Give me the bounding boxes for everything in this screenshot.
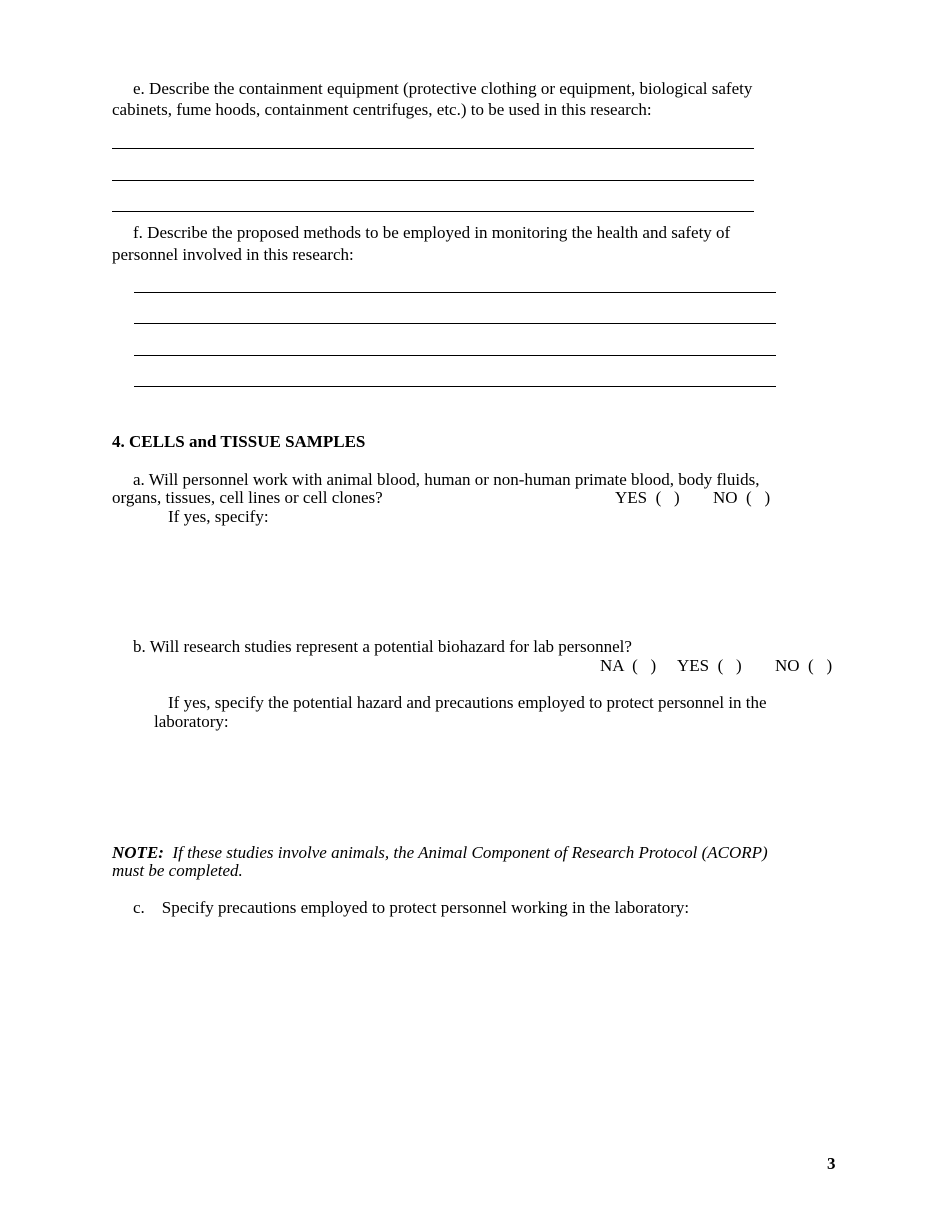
q4a-text-line1: a. Will personnel work with animal blood, human or non-human primate blood, body fluids, (133, 470, 760, 489)
q4a-yes-option[interactable]: YES ( ) (615, 488, 680, 507)
q4a-no-option[interactable]: NO ( ) (713, 488, 771, 507)
note-label: NOTE: (112, 843, 164, 862)
q3f-answer-line-4[interactable] (134, 386, 776, 387)
note-line2: must be completed. (112, 861, 243, 880)
q3e-text-line2: cabinets, fume hoods, containment centrifuges, etc.) to be used in this research: (112, 100, 652, 119)
q4a-followup: If yes, specify: (168, 507, 269, 526)
section4-heading: 4. CELLS and TISSUE SAMPLES (112, 432, 366, 451)
q4b-yes-option[interactable]: YES ( ) (677, 656, 742, 675)
q3e-text-line1: e. Describe the containment equipment (protective clothing or equipment, biological safety (133, 79, 753, 98)
q4a-text-line2: organs, tissues, cell lines or cell clones? (112, 488, 383, 507)
page-number: 3 (827, 1154, 836, 1173)
q3e-answer-line-2[interactable] (112, 180, 754, 181)
q4b-no-option[interactable]: NO ( ) (775, 656, 833, 675)
q4b-followup-line1: If yes, specify the potential hazard and precautions employed to protect personnel in the (168, 693, 767, 712)
q3e-answer-line-3[interactable] (112, 211, 754, 212)
q3f-answer-line-2[interactable] (134, 323, 776, 324)
q4b-text: b. Will research studies represent a potential biohazard for lab personnel? (133, 637, 632, 656)
q4b-followup-line2: laboratory: (154, 712, 229, 731)
q3f-answer-line-1[interactable] (134, 292, 776, 293)
q3e-answer-line-1[interactable] (112, 148, 754, 149)
q4c-text: c. Specify precautions employed to protect personnel working in the laboratory: (133, 898, 690, 917)
q3f-answer-line-3[interactable] (134, 355, 776, 356)
note-text: If these studies involve animals, the Animal Component of Research Protocol (ACORP) (163, 843, 768, 862)
q3f-text-line1: f. Describe the proposed methods to be employed in monitoring the health and safety of (133, 223, 731, 242)
q4b-na-option[interactable]: NA ( ) (600, 656, 657, 675)
q3f-text-line2: personnel involved in this research: (112, 245, 354, 264)
